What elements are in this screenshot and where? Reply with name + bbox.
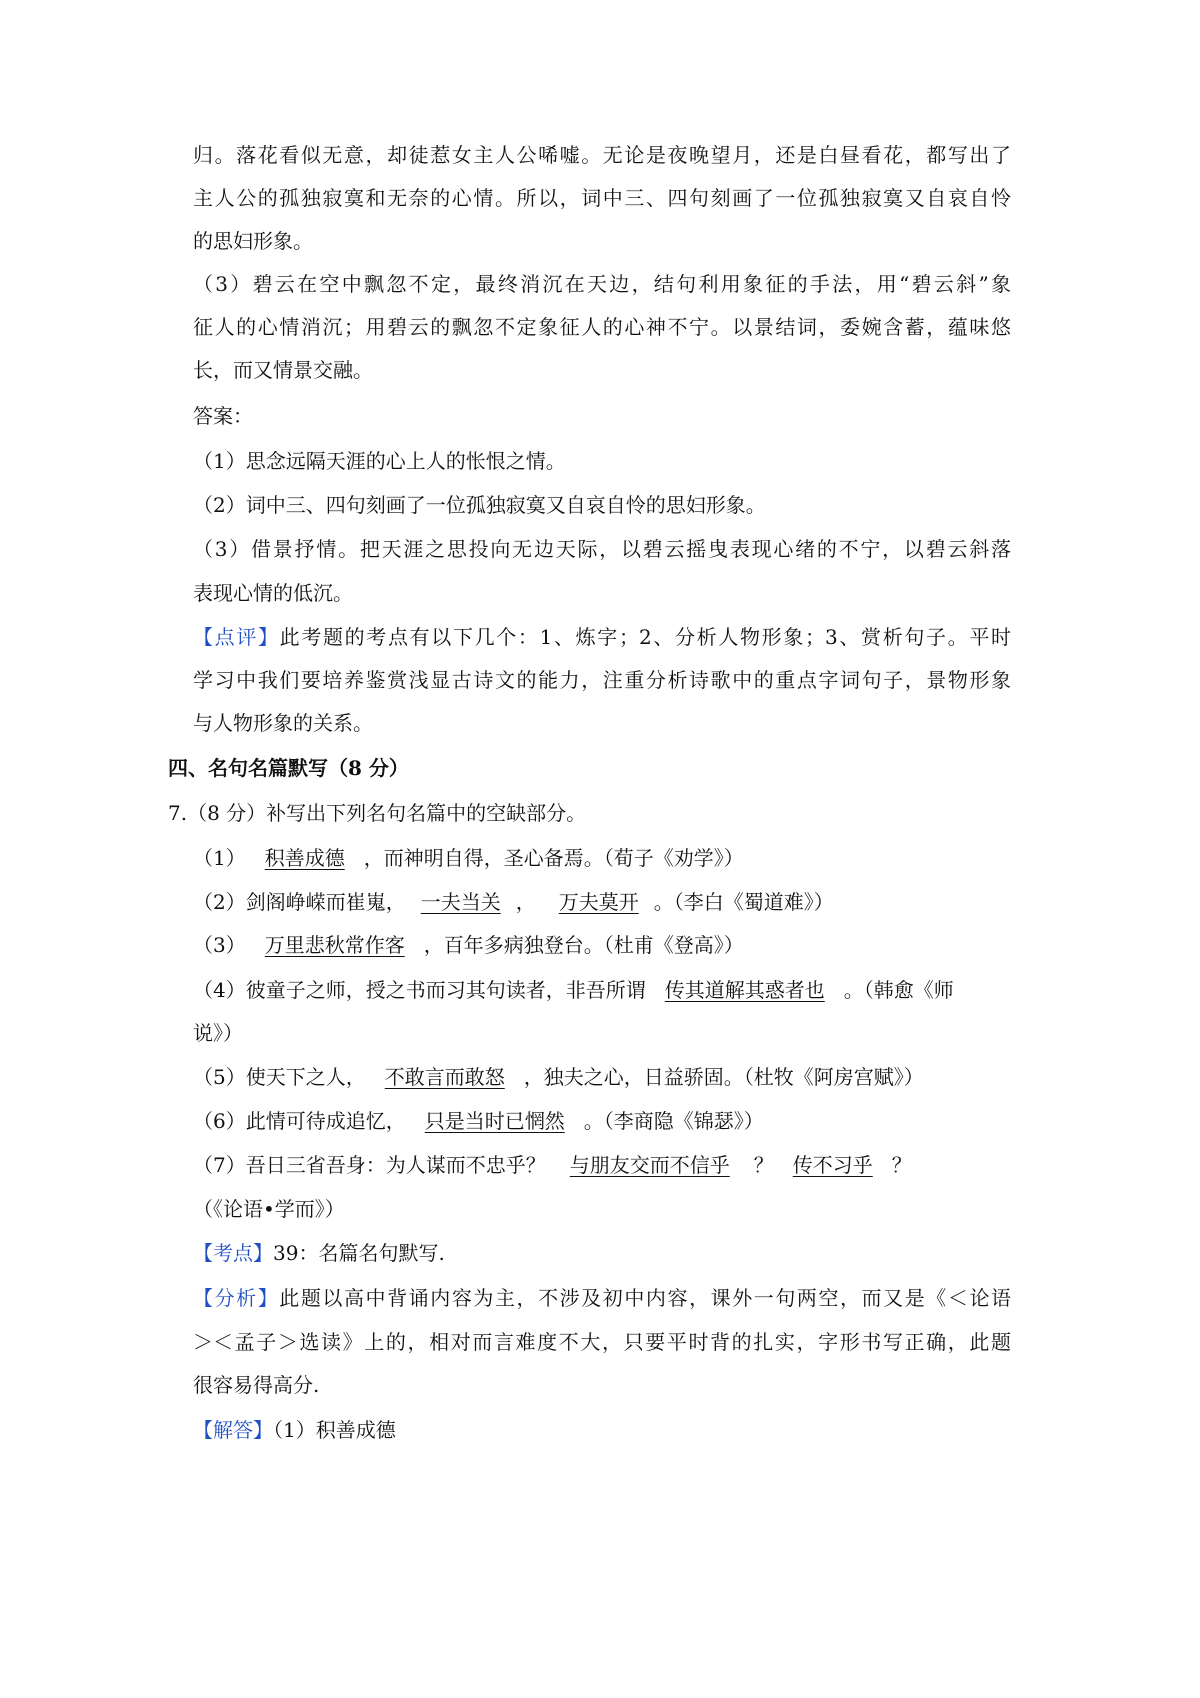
answer-blank: 传其道解其惑者也: [664, 978, 825, 1002]
recitation-item: [193, 975, 954, 1005]
answer-item: （2）词中三、四句刻画了一位孤独寂寞又自哀自怜的思妇形象。: [193, 493, 766, 517]
item-text: 吾日三省吾身：为人谋而不忠乎？: [245, 1153, 546, 1177]
comment-tag: 【点评】: [193, 625, 280, 649]
item-number: （2）: [193, 890, 246, 914]
item-text: 。（韩愈《师: [843, 978, 954, 1002]
fenxi-text: 此题以高中背诵内容为主，不涉及初中内容，课外一句两空，而又是《＜论语: [279, 1286, 1012, 1310]
answer-item: 表现心情的低沉。: [193, 581, 353, 605]
section-heading: 四、名句名篇默写（8 分）: [168, 756, 409, 780]
fenxi-line: 很容易得高分.: [193, 1373, 320, 1397]
analysis-line: 长，而又情景交融。: [193, 358, 373, 382]
answer-blank: 一夫当关: [420, 890, 501, 914]
answer-blank: 不敢言而敢怒: [384, 1065, 505, 1089]
comment-text: 此考题的考点有以下几个：1、炼字；2、分析人物形象；3、赏析句子。平时: [279, 625, 1011, 649]
answer-item: （3）借景抒情。把天涯之思投向无边天际，以碧云摇曳表现心绪的不宁，以碧云斜落: [193, 537, 1011, 561]
item-text: 剑阁峥嵘而崔嵬，: [245, 890, 406, 914]
item-number: （7）: [193, 1153, 246, 1177]
comment-line: 与人物形象的关系。: [193, 711, 373, 735]
comment-line: [193, 622, 1011, 652]
answer-blank: 积善成德: [264, 846, 345, 870]
item-text: ？: [891, 1153, 912, 1177]
recitation-item-continued: 说》）: [193, 1021, 243, 1045]
item-number: （1）: [193, 846, 246, 870]
item-number: （3）: [193, 933, 246, 957]
answer-blank: 万夫莫开: [558, 890, 639, 914]
analysis-line: 的思妇形象。: [193, 229, 313, 253]
question-stem: 7.（8 分）补写出下列名句名篇中的空缺部分。: [168, 801, 587, 825]
kaodian-line: [193, 1238, 445, 1268]
analysis-line: 主人公的孤独寂寞和无奈的心情。所以，词中三、四句刻画了一位孤独寂寞又自哀自怜: [193, 186, 1011, 210]
answer-blank: 与朋友交而不信乎: [569, 1153, 730, 1177]
item-text: ，百年多病独登台。（杜甫《登高》）: [423, 933, 744, 957]
item-text: 此情可待成追忆，: [245, 1109, 406, 1133]
answer-blank: 传不习乎: [792, 1153, 873, 1177]
analysis-line: 归。落花看似无意，却徒惹女主人公唏嘘。无论是夜晚望月，还是白昼看花，都写出了: [193, 143, 1011, 167]
comment-line: 学习中我们要培养鉴赏浅显古诗文的能力，注重分析诗歌中的重点字词句子，景物形象: [193, 668, 1011, 692]
kaodian-tag: 【考点】: [193, 1241, 273, 1265]
fenxi-line: ＞＜孟子＞选读》上的，相对而言难度不大，只要平时背的扎实，字形书写正确，此题: [193, 1330, 1011, 1354]
jieda-text: （1）积善成德: [273, 1418, 396, 1442]
item-number: （5）: [193, 1065, 246, 1089]
item-text: 彼童子之师，授之书而习其句读者，非吾所谓: [245, 978, 646, 1002]
item-number: （6）: [193, 1109, 246, 1133]
item-text: 。（李白《蜀道难》）: [653, 890, 834, 914]
kaodian-text: 39：名篇名句默写.: [273, 1241, 445, 1265]
fenxi-tag: 【分析】: [193, 1286, 280, 1310]
item-text: 。（李商隐《锦瑟》）: [583, 1109, 764, 1133]
jieda-tag: 【解答】: [193, 1418, 273, 1442]
answer-blank: 只是当时已惘然: [424, 1109, 565, 1133]
recitation-item: [193, 930, 744, 960]
item-text: ，: [515, 890, 536, 914]
recitation-item-continued: （《论语•学而》）: [193, 1197, 345, 1221]
answer-blank: 万里悲秋常作客: [264, 933, 405, 957]
jieda-line: [193, 1415, 396, 1445]
item-number: （4）: [193, 978, 246, 1002]
recitation-item: [193, 1106, 764, 1136]
recitation-item: [193, 843, 744, 873]
item-text: ？: [753, 1153, 774, 1177]
analysis-line: （3）碧云在空中飘忽不定，最终消沉在天边，结句利用象征的手法，用“碧云斜”象: [193, 272, 1011, 296]
recitation-item: [193, 1062, 924, 1092]
item-text: 使天下之人，: [245, 1065, 366, 1089]
recitation-item: [193, 887, 834, 917]
item-text: ，独夫之心，日益骄固。（杜牧《阿房宫赋》）: [523, 1065, 924, 1089]
item-text: ，而神明自得，圣心备焉。（荀子《劝学》）: [363, 846, 744, 870]
recitation-item: [193, 1150, 912, 1180]
fenxi-line: [193, 1283, 1011, 1313]
answer-label: 答案：: [193, 404, 253, 428]
answer-item: （1）思念远隔天涯的心上人的怅恨之情。: [193, 449, 566, 473]
analysis-line: 征人的心情消沉；用碧云的飘忽不定象征人的心神不宁。以景结词，委婉含蓄，蕴味悠: [193, 315, 1011, 339]
